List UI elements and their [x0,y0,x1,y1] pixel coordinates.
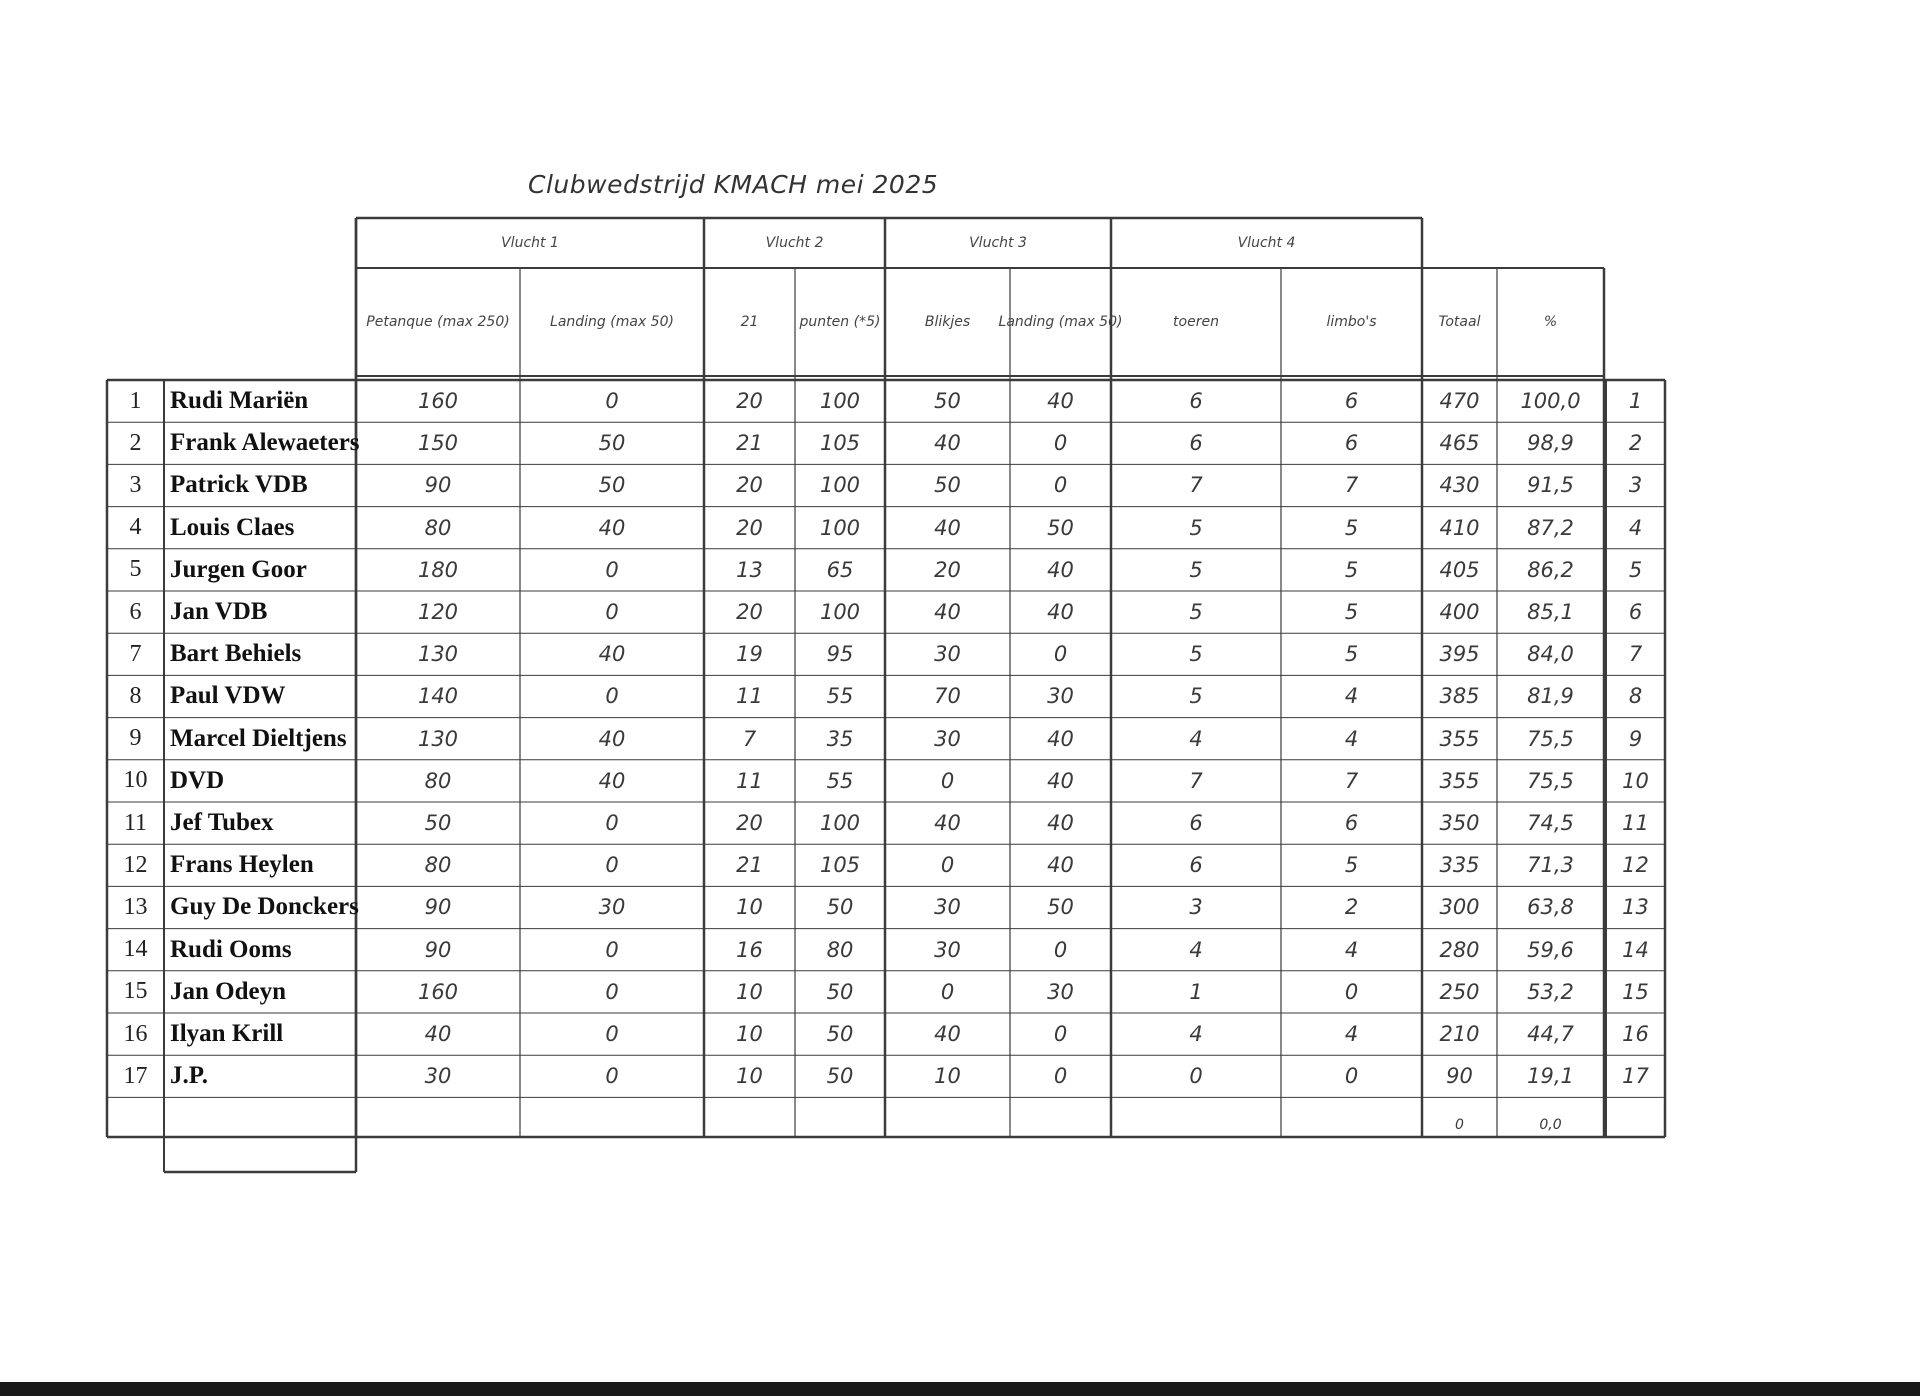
participant-name: Marcel Dieltjens [170,724,347,752]
score-cell: 20 [736,600,763,625]
score-cell: 21 [736,853,763,878]
score-cell: 0 [940,853,955,878]
score-cell: 11 [736,684,763,709]
score-cell: 0 [605,600,619,625]
score-cell: 50 [1047,895,1074,920]
score-cell: 91,5 [1527,473,1574,498]
score-cell: 0 [1053,473,1068,498]
score-cell: 5 [1344,642,1359,667]
score-cell: 7 [1344,768,1359,793]
score-cell: 40 [598,726,626,751]
column-header: % [1543,314,1558,330]
place-cell: 7 [1628,642,1643,667]
score-cell: 0 [605,389,619,414]
score-cell: 50 [826,895,854,920]
score-cell: 40 [1047,853,1074,878]
score-cell: 75,5 [1527,726,1574,751]
place-cell: 2 [1628,431,1643,456]
score-cell: 90 [424,473,452,498]
score-cell: 355 [1439,726,1480,751]
column-header: Landing (max 50) [998,314,1123,330]
participant-name: Frans Heylen [170,851,314,879]
score-cell: 100 [819,515,861,540]
score-cell: 0 [1053,431,1068,456]
score-cell: 5 [1344,515,1359,540]
score-cell: 335 [1439,853,1480,878]
score-cell: 53,2 [1527,979,1574,1004]
score-cell: 5 [1189,600,1203,625]
score-cell: 100 [819,600,861,625]
score-cell: 20 [736,515,763,540]
score-cell: 7 [1189,473,1203,498]
score-cell: 100 [819,811,861,836]
row-number: 3 [129,471,142,498]
score-cell: 4 [1344,937,1359,962]
score-cell: 6 [1344,389,1359,414]
score-cell: 55 [826,684,854,709]
score-cell: 35 [826,726,854,751]
score-cell: 100 [819,389,861,414]
participant-name: Frank Alewaeters [170,429,360,457]
column-header: toeren [1173,314,1219,330]
score-cell: 40 [934,431,961,456]
scan-edge-bar [0,1382,1920,1396]
row-number: 17 [123,1062,148,1089]
score-cell: 10 [934,1064,961,1089]
score-cell: 50 [598,431,626,456]
score-cell: 40 [1047,389,1074,414]
score-cell: 21 [736,431,763,456]
score-cell: 13 [736,557,763,582]
score-cell: 0 [1189,1064,1203,1089]
group-header: Vlucht 2 [765,235,824,251]
score-cell: 50 [1047,515,1074,540]
score-cell: 70 [934,684,961,709]
participant-name: Patrick VDB [170,471,308,499]
score-cell: 0 [1344,1064,1359,1089]
participant-name: Rudi Mariën [170,387,309,415]
score-cell: 130 [417,726,459,751]
score-cell: 95 [826,642,854,667]
place-cell: 16 [1622,1022,1649,1047]
score-cell: 105 [819,853,861,878]
score-cell: 10 [736,979,763,1004]
place-cell: 6 [1628,600,1643,625]
participant-name: Jef Tubex [170,809,274,837]
score-cell: 430 [1439,473,1480,498]
score-cell: 55 [826,768,854,793]
score-cell: 250 [1439,979,1480,1004]
score-cell: 140 [417,684,459,709]
score-cell: 44,7 [1527,1022,1574,1047]
score-cell: 0 [605,853,619,878]
participant-name: Ilyan Krill [170,1020,284,1048]
score-cell: 4 [1189,937,1203,962]
score-cell: 20 [934,557,961,582]
score-cell: 40 [934,811,961,836]
score-cell: 210 [1439,1022,1480,1047]
score-cell: 105 [819,431,861,456]
score-cell: 40 [424,1022,452,1047]
score-cell: 40 [934,1022,961,1047]
score-cell: 63,8 [1527,895,1574,920]
score-cell: 405 [1439,557,1480,582]
row-number: 11 [123,809,148,836]
score-cell: 355 [1439,768,1480,793]
score-cell: 0 [605,1064,619,1089]
score-cell: 0 [605,811,619,836]
row-number: 10 [123,767,148,794]
column-header: Blikjes [924,314,971,330]
group-header: Vlucht 1 [501,235,559,251]
score-cell: 0 [940,768,955,793]
score-cell: 30 [598,895,626,920]
place-cell: 5 [1628,557,1643,582]
column-header: 21 [740,314,759,330]
score-cell: 20 [736,389,763,414]
score-cell: 5 [1189,515,1203,540]
score-cell: 6 [1344,811,1359,836]
score-cell: 40 [1047,557,1074,582]
score-cell: 4 [1344,726,1359,751]
score-cell: 50 [826,979,854,1004]
score-cell: 59,6 [1527,937,1574,962]
score-cell: 30 [424,1064,452,1089]
participant-name: Guy De Donckers [170,893,359,921]
group-header: Vlucht 3 [969,235,1027,251]
score-cell: 0 [605,937,619,962]
score-cell: 7 [1344,473,1359,498]
row-number: 14 [123,936,148,963]
score-cell: 40 [934,600,961,625]
score-cell: 90 [424,895,452,920]
score-cell: 4 [1189,1022,1203,1047]
participant-name: Jan VDB [170,598,268,626]
score-cell: 65 [826,557,854,582]
score-cell: 160 [417,979,459,1004]
score-cell: 84,0 [1527,642,1574,667]
score-cell: 50 [826,1022,854,1047]
score-cell: 2 [1344,895,1359,920]
score-cell: 11 [736,768,763,793]
score-cell: 7 [742,726,757,751]
score-cell: 470 [1439,389,1480,414]
score-cell: 85,1 [1527,600,1574,625]
score-cell: 395 [1439,642,1480,667]
score-cell: 50 [424,811,452,836]
score-cell: 80 [424,768,452,793]
score-cell: 50 [598,473,626,498]
score-cell: 50 [934,389,961,414]
score-cell: 30 [1047,684,1074,709]
score-cell: 30 [934,895,961,920]
column-header: Petanque (max 250) [366,314,510,330]
score-cell: 75,5 [1527,768,1574,793]
score-cell: 5 [1344,853,1359,878]
score-cell: 20 [736,811,763,836]
score-cell: 71,3 [1527,853,1574,878]
row-number: 9 [129,725,142,752]
score-cell: 74,5 [1527,811,1574,836]
row-number: 7 [129,640,142,667]
score-cell: 90 [1446,1064,1473,1089]
page-title: Clubwedstrijd KMACH mei 2025 [528,170,939,199]
score-cell: 0 [1053,642,1068,667]
score-cell: 130 [417,642,459,667]
participant-name: Louis Claes [170,513,295,541]
footer-total: 0 [1455,1116,1464,1133]
score-cell: 0 [1053,1064,1068,1089]
score-cell: 40 [598,768,626,793]
participant-name: Jurgen Goor [170,555,307,583]
score-cell: 6 [1189,431,1203,456]
score-cell: 10 [736,895,763,920]
score-cell: 80 [826,937,854,962]
score-cell: 50 [826,1064,854,1089]
score-cell: 0 [1053,1022,1068,1047]
score-cell: 5 [1189,684,1203,709]
score-cell: 6 [1344,431,1359,456]
score-cell: 5 [1189,642,1203,667]
row-number: 2 [129,429,142,456]
place-cell: 13 [1622,895,1649,920]
place-cell: 4 [1628,515,1643,540]
score-cell: 100,0 [1520,389,1581,414]
row-number: 16 [123,1020,148,1047]
row-number: 1 [129,387,142,414]
column-header: Totaal [1438,314,1481,330]
participant-name: Rudi Ooms [170,935,292,963]
score-cell: 90 [424,937,452,962]
score-cell: 160 [417,389,459,414]
score-cell: 180 [417,557,459,582]
row-number: 6 [129,598,142,625]
column-header: limbo's [1326,314,1377,330]
score-cell: 5 [1189,557,1203,582]
score-cell: 5 [1344,600,1359,625]
row-number: 5 [129,556,142,583]
score-cell: 16 [736,937,763,962]
score-cell: 410 [1439,515,1480,540]
place-cell: 8 [1628,684,1643,709]
footer-percent: 0,0 [1539,1116,1562,1133]
score-cell: 20 [736,473,763,498]
place-cell: 10 [1622,768,1649,793]
score-cell: 19 [736,642,763,667]
score-cell: 86,2 [1527,557,1574,582]
score-cell: 0 [1344,979,1359,1004]
score-cell: 3 [1189,895,1203,920]
score-cell: 40 [598,642,626,667]
place-cell: 11 [1622,811,1649,836]
place-cell: 1 [1628,389,1643,414]
score-cell: 40 [1047,600,1074,625]
score-cell: 300 [1439,895,1480,920]
place-cell: 3 [1628,473,1643,498]
score-cell: 80 [424,515,452,540]
row-number: 4 [129,514,142,541]
score-cell: 6 [1189,811,1203,836]
score-cell: 10 [736,1022,763,1047]
participant-name: Jan Odeyn [170,977,287,1005]
score-cell: 0 [605,557,619,582]
score-cell: 40 [934,515,961,540]
column-header: punten (*5) [799,314,881,330]
place-cell: 15 [1622,979,1649,1004]
score-cell: 30 [934,726,961,751]
score-cell: 40 [1047,726,1074,751]
group-header: Vlucht 4 [1237,235,1296,251]
score-cell: 0 [605,1022,619,1047]
score-cell: 30 [934,937,961,962]
score-cell: 100 [819,473,861,498]
score-cell: 385 [1439,684,1480,709]
score-cell: 0 [940,979,955,1004]
column-header: Landing (max 50) [550,314,674,330]
score-cell: 80 [424,853,452,878]
score-cell: 87,2 [1527,515,1574,540]
score-cell: 40 [598,515,626,540]
score-cell: 7 [1189,768,1203,793]
score-cell: 19,1 [1527,1064,1574,1089]
score-cell: 81,9 [1527,684,1574,709]
score-cell: 6 [1189,389,1203,414]
score-cell: 120 [417,600,459,625]
score-cell: 6 [1189,853,1203,878]
score-cell: 150 [417,431,459,456]
score-cell: 0 [1053,937,1068,962]
score-cell: 50 [934,473,961,498]
row-number: 12 [123,851,148,878]
row-number: 13 [123,893,148,920]
score-cell: 4 [1344,1022,1359,1047]
row-number: 15 [123,978,148,1005]
place-cell: 12 [1622,853,1649,878]
score-cell: 0 [605,979,619,1004]
participant-name: DVD [170,766,225,794]
score-cell: 40 [1047,768,1074,793]
score-cell: 1 [1189,979,1203,1004]
participant-name: Paul VDW [170,682,286,710]
place-cell: 17 [1622,1064,1649,1089]
score-cell: 40 [1047,811,1074,836]
score-cell: 10 [736,1064,763,1089]
score-cell: 30 [1047,979,1074,1004]
score-cell: 280 [1439,937,1480,962]
place-cell: 14 [1622,937,1649,962]
score-cell: 4 [1189,726,1203,751]
score-cell: 5 [1344,557,1359,582]
score-cell: 98,9 [1527,431,1574,456]
score-cell: 4 [1344,684,1359,709]
score-cell: 350 [1439,811,1480,836]
place-cell: 9 [1628,726,1643,751]
score-cell: 30 [934,642,961,667]
score-cell: 400 [1439,600,1480,625]
participant-name: J.P. [170,1062,208,1090]
row-number: 8 [129,682,142,709]
score-cell: 0 [605,684,619,709]
participant-name: Bart Behiels [170,640,302,668]
score-cell: 465 [1439,431,1480,456]
